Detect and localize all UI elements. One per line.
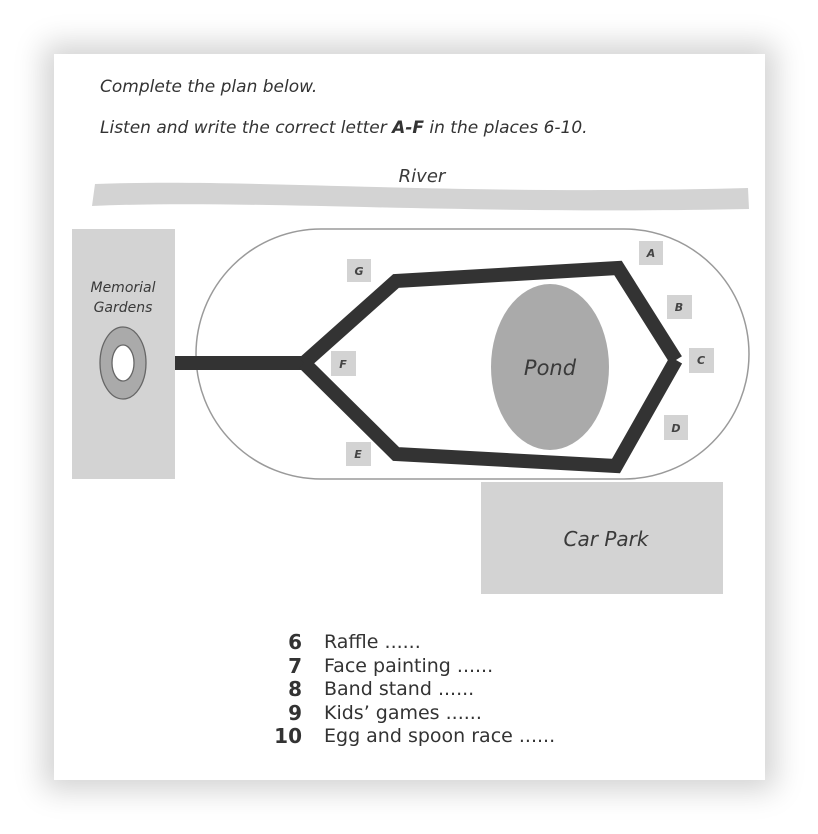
marker-b (667, 295, 692, 319)
question-number: 7 (288, 653, 302, 678)
marker-c-label: C (696, 354, 706, 367)
pond-label: Pond (523, 356, 577, 380)
marker-b-label: B (674, 301, 684, 314)
upper-path (304, 268, 676, 363)
gardens-label-line2: Gardens (93, 300, 153, 316)
question-list (270, 631, 555, 749)
question-text: Raffle ...... (324, 631, 421, 653)
marker-g (347, 259, 371, 282)
question-number: 6 (288, 630, 302, 654)
question-6 (270, 631, 555, 655)
question-text: Egg and spoon race ...... (324, 725, 556, 747)
gardens-label-line1: Memorial (90, 280, 156, 296)
marker-g-label: G (354, 265, 364, 278)
car-park-label: Car Park (563, 527, 649, 551)
marker-e (346, 442, 371, 466)
question-text: Face painting ...... (324, 654, 494, 677)
marker-d (664, 415, 688, 440)
fountain-inner (112, 345, 134, 381)
marker-e-label: E (354, 448, 362, 461)
instruction-line-1: Complete the plan below. (100, 77, 318, 97)
question-7 (270, 655, 555, 679)
river-label: River (398, 166, 446, 187)
question-text: Kids’ games ...... (324, 701, 482, 724)
marker-a (639, 241, 663, 265)
marker-f-label: F (339, 358, 347, 371)
marker-f (331, 351, 356, 376)
instruction-prefix: Listen and write the correct letter (100, 118, 393, 138)
marker-a-label: A (646, 247, 656, 260)
marker-c (689, 348, 714, 373)
question-text: Band stand ...... (324, 678, 475, 700)
question-number: 10 (274, 724, 302, 748)
instruction-letter-range: A-F (392, 118, 424, 138)
question-9 (270, 702, 555, 726)
question-10 (270, 725, 555, 749)
question-number: 9 (288, 700, 302, 725)
question-8 (270, 678, 555, 702)
marker-d-label: D (671, 422, 681, 435)
instruction-suffix: in the places 6-10. (423, 118, 588, 138)
question-number: 8 (288, 677, 302, 701)
